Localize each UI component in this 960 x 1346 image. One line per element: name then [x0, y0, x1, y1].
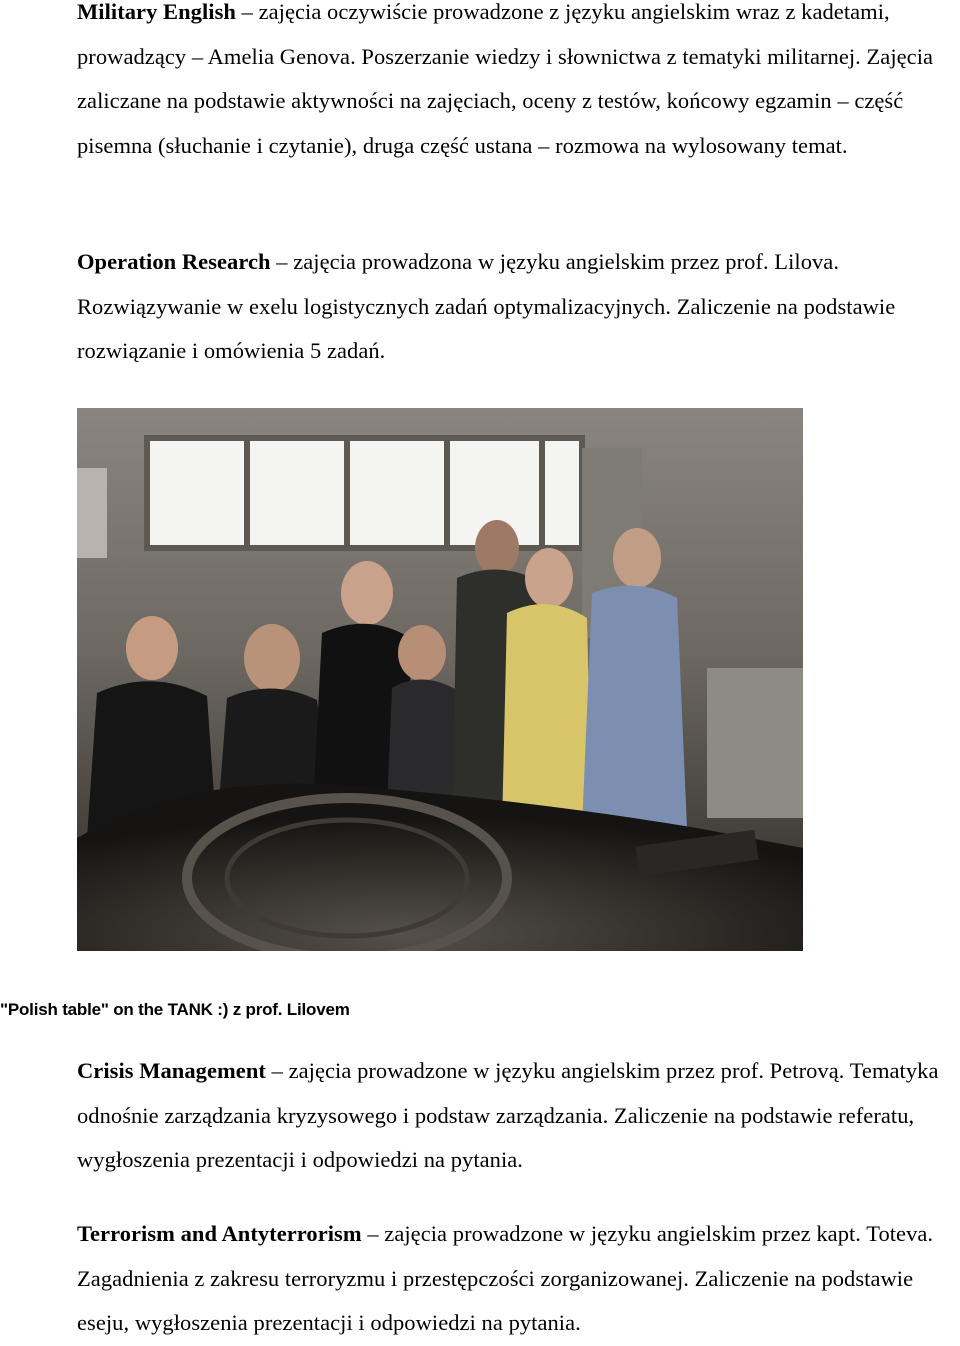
paragraph-crisis-management: [77, 1049, 947, 1183]
course-description-terrorism: – zajęcia prowadzone w języku angielskim przez kapt. Toteva. Zagadnienia z zakresu terroryzmu i przestępczości zorganizowanej. Zaliczenie na podstawie eseju, wygłoszenia prezentacji i odpowiedzi na pytania.: [77, 1221, 934, 1335]
course-description-operation-research: – zajęcia prowadzona w języku angielskim przez prof. Lilova. Rozwiązywanie w exelu logistycznych zadań optymalizacyjnych. Zaliczenie na podstawie rozwiązanie i omówienia 5 zadań.: [77, 249, 896, 363]
paragraph-operation-research: [77, 240, 947, 374]
photo-caption: "Polish table" on the TANK :) z prof. Lilovem: [0, 1000, 350, 1019]
course-description-military-english: – zajęcia oczywiście prowadzone z języku angielskim wraz z kadetami, prowadzący – Amelia Genova. Poszerzanie wiedzy i słownictwa z tematyki militarnej. Zajęcia zaliczane na podstawie aktywności na zajęciach, oceny z testów, końcowy egzamin – część pisemna (słuchanie i czytanie), druga część ustana – rozmowa na wylosowany temat.: [77, 0, 934, 158]
course-description-crisis-management: – zajęcia prowadzone w języku angielskim przez prof. Petrovą. Tematyka odnośnie zarządzania kryzysowego i podstaw zarządzania. Zaliczenie na podstawie referatu, wygłoszenia prezentacji i odpowiedzi na pytania.: [77, 1058, 939, 1172]
group-photo-illustration: [77, 408, 803, 951]
course-title-terrorism: Terrorism and Antyterrorism: [77, 1221, 362, 1246]
course-title-operation-research: Operation Research: [77, 249, 271, 274]
paragraph-military-english: [77, 0, 947, 168]
course-title-military-english: Military English: [77, 0, 236, 24]
course-title-crisis-management: Crisis Management: [77, 1058, 266, 1083]
paragraph-terrorism: [77, 1212, 947, 1346]
group-photo: [77, 408, 803, 951]
